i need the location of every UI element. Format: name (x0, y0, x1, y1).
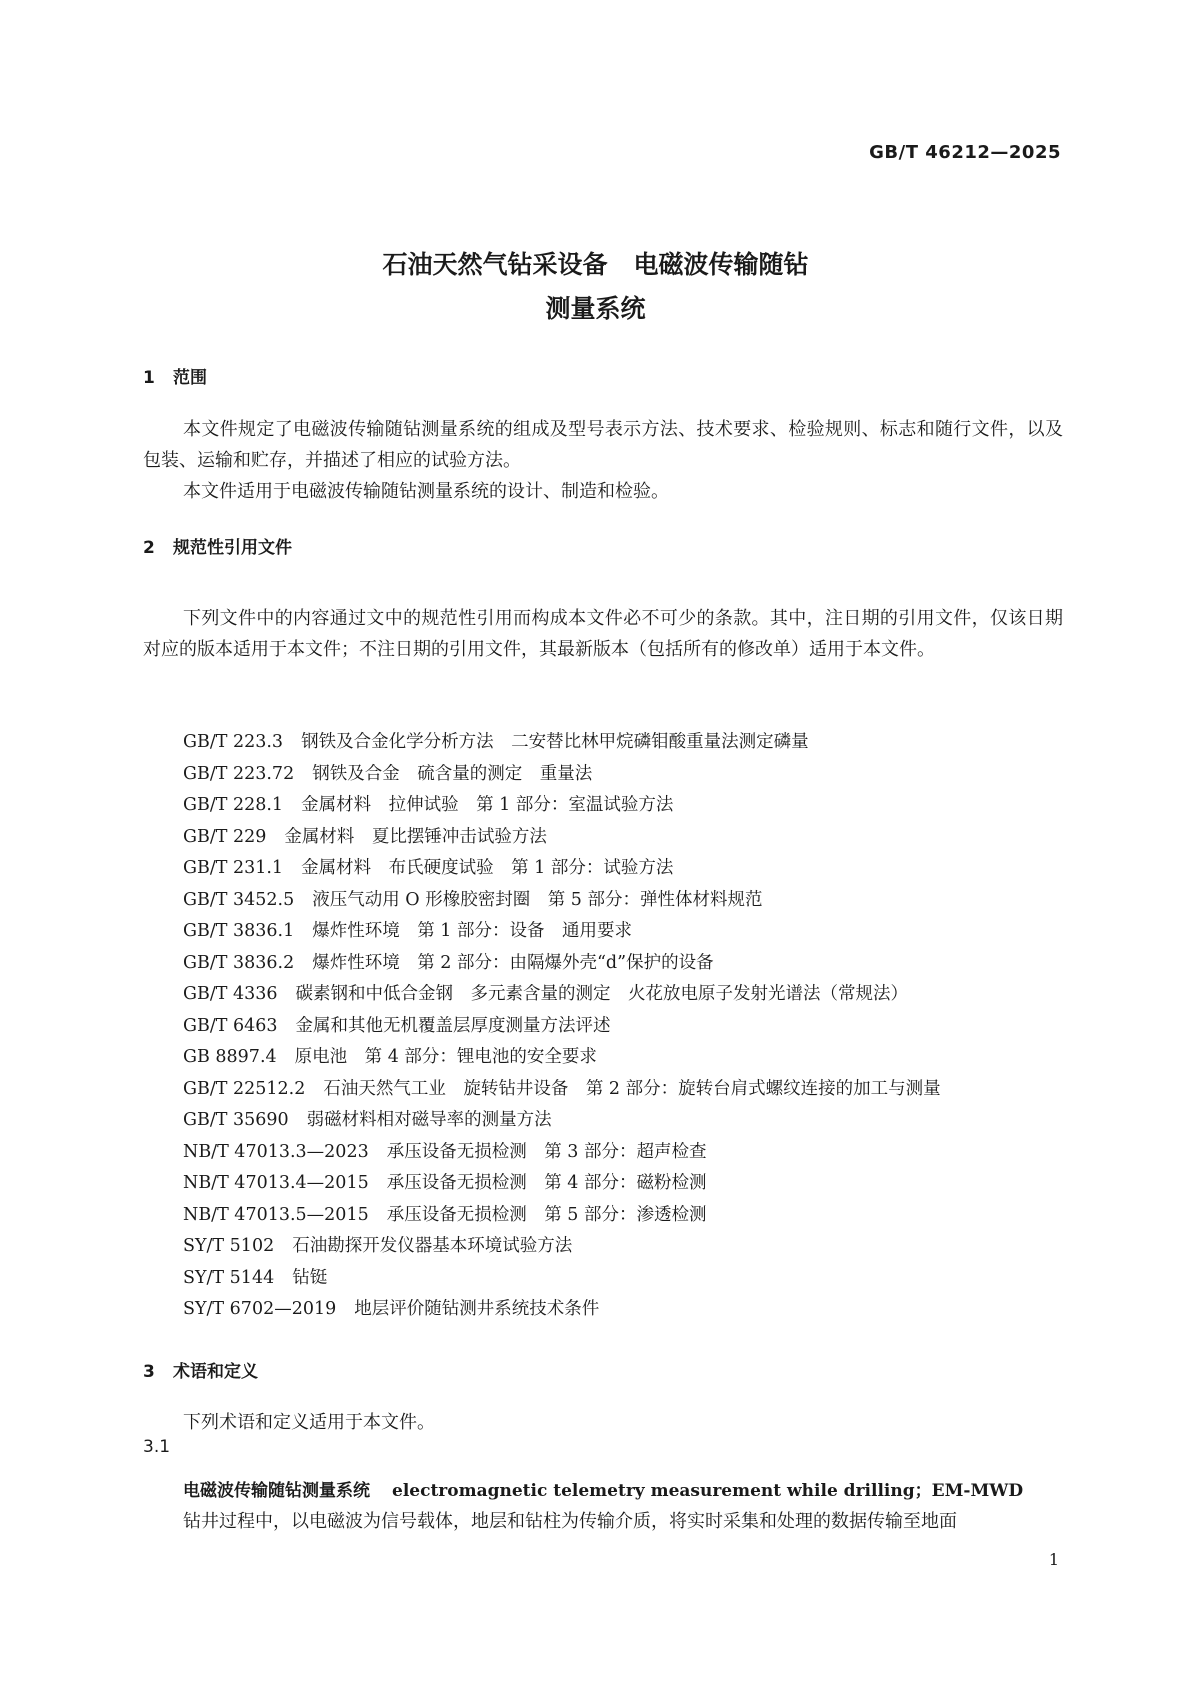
reference-title: 金属和其他无机覆盖层厚度测量方法评述 (295, 1015, 611, 1036)
reference-title: 爆炸性环境 第 2 部分：由隔爆外壳“d”保护的设备 (312, 952, 714, 973)
reference-title: 液压气动用 O 形橡胶密封圈 第 5 部分：弹性体材料规范 (312, 889, 763, 910)
reference-code: GB/T 223.72 (183, 763, 295, 784)
reference-title: 金属材料 拉伸试验 第 1 部分：室温试验方法 (301, 795, 674, 815)
reference-item (183, 885, 941, 917)
section-2-heading (143, 533, 292, 558)
section-3-heading (143, 1357, 258, 1382)
reference-item (183, 822, 941, 854)
section-title: 范围 (173, 368, 207, 388)
reference-title: 碳素钢和中低合金钢 多元素含量的测定 火花放电原子发射光谱法（常规法） (295, 984, 909, 1004)
paragraph: 本文件适用于电磁波传输随钻测量系统的设计、制造和检验。 (183, 481, 669, 502)
reference-list (183, 727, 941, 1326)
reference-code: GB/T 35690 (183, 1110, 289, 1130)
reference-title: 承压设备无损检测 第 5 部分：渗透检测 (386, 1204, 707, 1225)
term-english: electromagnetic telemetry measurement while drilling；EM-MWD (392, 1481, 1024, 1501)
reference-code: GB/T 3836.1 (183, 921, 295, 941)
paragraph: 下列术语和定义适用于本文件。 (183, 1412, 435, 1433)
reference-title: 钢铁及合金 硫含量的测定 重量法 (312, 763, 593, 784)
reference-code: GB/T 3836.2 (183, 952, 295, 973)
title-part-2: 电磁波传输随钻 (633, 250, 809, 279)
paragraph: 下列文件中的内容通过文中的规范性引用而构成本文件必不可少的条款。其中，注日期的引用文件，仅该日期对应的版本适用于本文件；不注日期的引用文件，其最新版本（包括所有的修改单）适用于本文件。 (143, 608, 1063, 660)
reference-title: 地层评价随钻测井系统技术条件 (354, 1299, 600, 1319)
reference-title: 承压设备无损检测 第 4 部分：磁粉检测 (386, 1173, 707, 1193)
reference-title: 弱磁材料相对磁导率的测量方法 (306, 1110, 552, 1130)
reference-code: SY/T 5144 (183, 1267, 275, 1288)
section-number: 3 (143, 1362, 155, 1382)
reference-title: 石油天然气工业 旋转钻井设备 第 2 部分：旋转台肩式螺纹连接的加工与测量 (323, 1078, 941, 1099)
reference-item (183, 948, 941, 980)
section-title: 规范性引用文件 (173, 538, 292, 558)
subsection-number: 3.1 (143, 1437, 171, 1457)
reference-code: GB/T 6463 (183, 1015, 278, 1036)
reference-item (183, 1137, 941, 1169)
section-number: 1 (143, 368, 155, 388)
reference-item (183, 759, 941, 791)
section-1-heading (143, 363, 207, 388)
reference-item (183, 1074, 941, 1106)
reference-item (183, 727, 941, 759)
reference-code: GB/T 223.3 (183, 732, 284, 752)
reference-item (183, 1105, 941, 1137)
reference-item (183, 1042, 941, 1074)
section-number: 2 (143, 538, 155, 558)
reference-item (183, 1011, 941, 1043)
reference-code: GB/T 4336 (183, 984, 278, 1004)
reference-code: GB/T 229 (183, 826, 267, 847)
reference-code: SY/T 6702—2019 (183, 1299, 337, 1319)
reference-code: GB/T 228.1 (183, 795, 284, 815)
title-line-2: 测量系统 (545, 294, 646, 323)
reference-title: 承压设备无损检测 第 3 部分：超声检查 (386, 1141, 707, 1162)
reference-code: NB/T 47013.4—2015 (183, 1173, 369, 1193)
paragraph: 本文件规定了电磁波传输随钻测量系统的组成及型号表示方法、技术要求、检验规则、标志和随行文件，以及包装、运输和贮存，并描述了相应的试验方法。 (143, 419, 1063, 471)
standard-code: GB/T 46212—2025 (869, 142, 1061, 163)
reference-title: 金属材料 夏比摆锤冲击试验方法 (284, 826, 547, 847)
reference-title: 石油勘探开发仪器基本环境试验方法 (292, 1236, 573, 1256)
reference-item (183, 853, 941, 885)
reference-item (183, 916, 941, 948)
reference-item (183, 1263, 941, 1295)
term-entry (183, 1476, 1023, 1501)
reference-code: NB/T 47013.3—2023 (183, 1141, 369, 1162)
reference-code: SY/T 5102 (183, 1236, 275, 1256)
section-3-intro (143, 1407, 1063, 1438)
page-number: 1 (1048, 1550, 1059, 1569)
reference-item (183, 1200, 941, 1232)
reference-title: 钻铤 (292, 1267, 328, 1288)
title-part-1: 石油天然气钻采设备 (382, 250, 608, 279)
reference-code: GB/T 3452.5 (183, 889, 295, 910)
section-1-body (143, 414, 1063, 507)
section-title: 术语和定义 (173, 1362, 258, 1382)
reference-code: GB/T 22512.2 (183, 1078, 306, 1099)
term-chinese: 电磁波传输随钻测量系统 (183, 1481, 370, 1501)
reference-item (183, 1231, 941, 1263)
reference-title: 原电池 第 4 部分：锂电池的安全要求 (294, 1047, 597, 1067)
reference-code: GB 8897.4 (183, 1047, 277, 1067)
reference-item (183, 790, 941, 822)
reference-title: 钢铁及合金化学分析方法 二安替比林甲烷磷钼酸重量法测定磷量 (301, 732, 809, 752)
title-line-1 (0, 243, 1191, 287)
reference-item (183, 1294, 941, 1326)
reference-code: NB/T 47013.5—2015 (183, 1204, 369, 1225)
reference-title: 爆炸性环境 第 1 部分：设备 通用要求 (312, 921, 632, 941)
document-title (0, 243, 1191, 331)
reference-item (183, 1168, 941, 1200)
reference-item (183, 979, 941, 1011)
section-2-intro (143, 603, 1063, 665)
reference-title: 金属材料 布氏硬度试验 第 1 部分：试验方法 (301, 858, 674, 878)
reference-code: GB/T 231.1 (183, 858, 284, 878)
term-definition: 钻井过程中，以电磁波为信号载体，地层和钻柱为传输介质，将实时采集和处理的数据传输至地面 (183, 1511, 957, 1532)
